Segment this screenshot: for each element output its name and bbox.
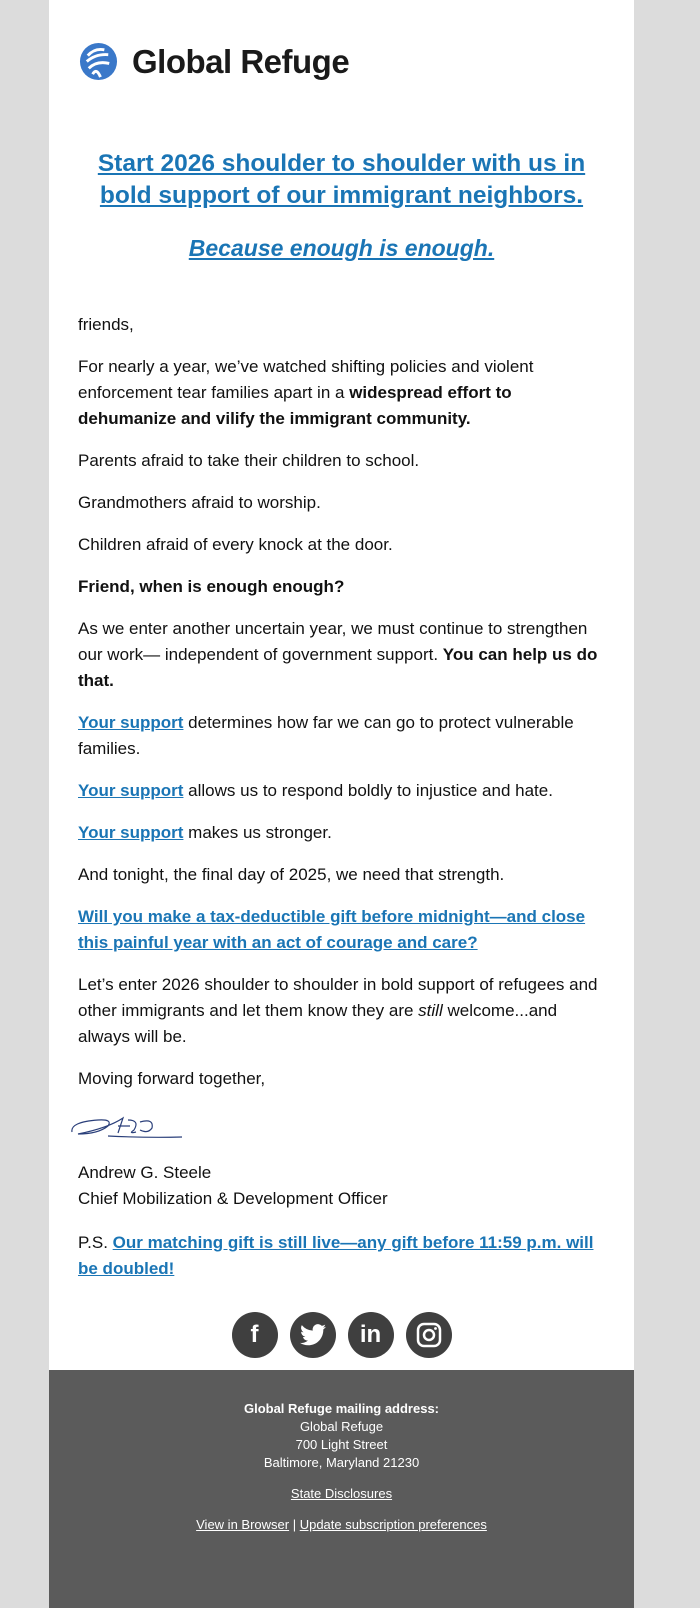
support-link[interactable]: Your support — [78, 713, 184, 732]
donate-cta-link[interactable]: Will you make a tax-deductible gift before midnight—and close this painful year with an act of courage and care? — [78, 907, 586, 952]
italic-text: still — [418, 1001, 443, 1020]
paragraph — [78, 574, 608, 600]
paragraph — [78, 972, 608, 1050]
postscript — [78, 1230, 608, 1282]
address-line: Global Refuge — [299, 1419, 384, 1434]
closing: Moving forward together, — [78, 1069, 266, 1088]
bold-text: widespread effort to dehumanize and vilify the immigrant community. — [78, 383, 512, 428]
paragraph — [78, 616, 608, 694]
headline-block — [79, 148, 604, 264]
matching-gift-link[interactable]: Our matching gift is still live—any gift before 11:59 p.m. will be doubled! — [78, 1233, 594, 1278]
facebook-icon[interactable]: f — [232, 1312, 278, 1358]
signer-block — [78, 1160, 608, 1212]
separator: | — [289, 1517, 300, 1532]
text: As we enter another uncertain year, we must continue to strengthen our work— independent of government support. — [78, 619, 588, 664]
email-body — [49, 0, 634, 1608]
paragraph — [78, 710, 608, 762]
text: welcome...and always will be. — [78, 1001, 558, 1046]
paragraph: Parents afraid to take their children to school. — [78, 451, 420, 470]
text: allows us to respond boldly to injustice and hate. — [183, 781, 553, 800]
address-line: 700 Light Street — [295, 1437, 388, 1452]
paragraph — [78, 820, 608, 846]
paragraph: Children afraid of every knock at the door. — [78, 535, 393, 554]
text: Let’s enter 2026 shoulder to shoulder in bold support of refugees and other immigrants and let them know they are — [78, 975, 598, 1020]
greeting: friends, — [78, 315, 134, 334]
subheadline-link[interactable]: Because enough is enough. — [188, 235, 495, 261]
paragraph — [78, 904, 608, 956]
support-link[interactable]: Your support — [78, 781, 184, 800]
bold-text: You can help us do that. — [78, 645, 598, 690]
paragraph: Grandmothers afraid to worship. — [78, 493, 321, 512]
text: determines how far we can go to protect vulnerable families. — [78, 713, 574, 758]
text: makes us stronger. — [183, 823, 332, 842]
bold-text: Friend, when is enough enough? — [78, 577, 345, 596]
text: For nearly a year, we’ve watched shifting policies and violent enforcement tear families apart in a — [78, 357, 534, 402]
paragraph — [78, 778, 608, 804]
twitter-icon[interactable] — [290, 1312, 336, 1358]
instagram-icon[interactable] — [406, 1312, 452, 1358]
mailing-address — [49, 1400, 634, 1472]
logo-text: Global Refuge — [132, 42, 350, 80]
support-link[interactable]: Your support — [78, 823, 184, 842]
logo[interactable] — [79, 42, 349, 81]
globe-logo-icon — [79, 42, 118, 81]
address-label: Global Refuge mailing address: — [243, 1401, 440, 1416]
headline-link[interactable]: Start 2026 shoulder to shoulder with us in bold support of our immigrant neighbors. — [97, 150, 586, 209]
signature — [68, 1108, 608, 1142]
letter-body — [78, 312, 608, 1298]
update-preferences-link[interactable]: Update subscription preferences — [299, 1517, 487, 1532]
linkedin-icon[interactable]: in — [348, 1312, 394, 1358]
footer — [49, 1370, 634, 1608]
ps-label: P.S. — [78, 1233, 113, 1252]
paragraph: And tonight, the final day of 2025, we need that strength. — [78, 865, 505, 884]
state-disclosures-link[interactable]: State Disclosures — [290, 1486, 393, 1501]
address-line: Baltimore, Maryland 21230 — [263, 1455, 420, 1470]
view-in-browser-link[interactable]: View in Browser — [196, 1517, 290, 1532]
signer-title: Chief Mobilization & Development Officer — [78, 1189, 388, 1208]
social-links — [49, 1312, 634, 1358]
signer-name: Andrew G. Steele — [78, 1163, 212, 1182]
paragraph — [78, 354, 608, 432]
